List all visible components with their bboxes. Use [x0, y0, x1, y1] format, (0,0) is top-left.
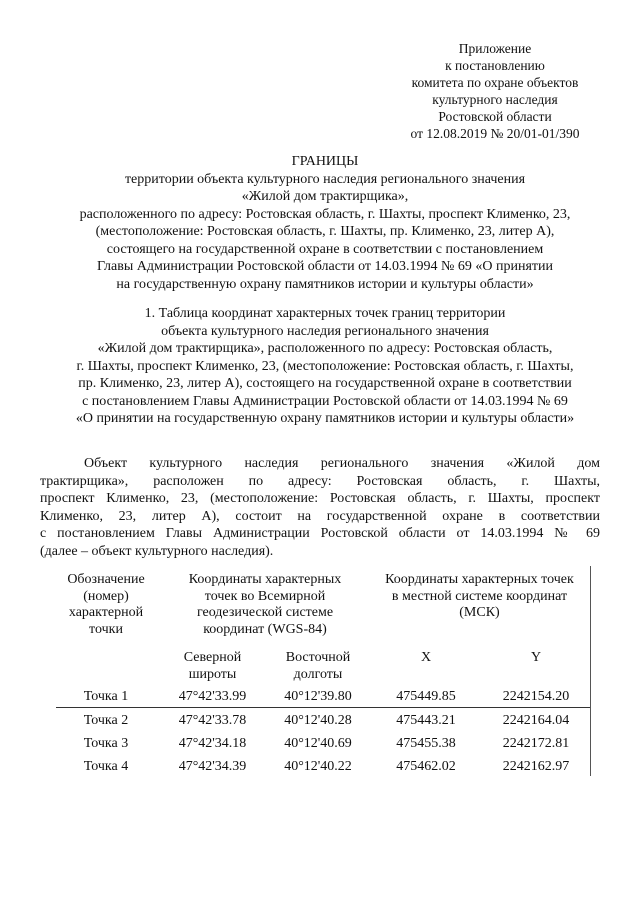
document-title: [40, 153, 610, 293]
title-line: территории объекта культурного наследия регионального значения: [124, 171, 526, 187]
caption-line: 1. Таблица координат характерных точек границ территории: [144, 306, 506, 321]
appendix-line: Ростовской области: [438, 109, 552, 124]
paragraph-line: проспект Клименко, 23, (местоположение: Ростовская область, г. Шахты, проспект: [40, 491, 600, 507]
cell-y: 2242162.97: [502, 759, 570, 774]
paragraph-line: трактирщика», расположен по адресу: Ростовская область, г. Шахты,: [40, 473, 600, 489]
caption-line: «Жилой дом трактирщика», расположенного по адресу: Ростовская область,: [97, 341, 553, 356]
cell-point: Точка 2: [83, 713, 129, 728]
title-line: на государственную охрану памятников истории и культуры области»: [116, 276, 534, 292]
cell-east: 40°12'40.22: [284, 759, 352, 774]
table-header-divider: [56, 707, 590, 708]
header-east-longitude: Восточной долготы: [285, 650, 351, 682]
cell-point: Точка 4: [83, 759, 129, 774]
cell-east: 40°12'40.28: [284, 713, 352, 728]
title-line: состоящего на государственной охране в соответствии с постановлением: [106, 241, 544, 257]
caption-line: объекта культурного наследия регионального значения: [161, 323, 489, 339]
cell-north: 47°42'34.18: [178, 736, 247, 751]
cell-x: 475462.02: [396, 759, 456, 774]
cell-y: 2242154.20: [502, 689, 570, 704]
paragraph-line: (далее – объект культурного наследия).: [40, 543, 274, 559]
paragraph-line: Клименко, 23, литер А), состоит на государственной охране в соответствии: [40, 508, 600, 524]
cell-x: 475443.21: [396, 713, 456, 728]
title-line: (местоположение: Ростовская область, г. Шахты, пр. Клименко, 23, литер А),: [95, 224, 555, 239]
appendix-line: к постановлению: [445, 58, 545, 73]
caption-line: «О принятии на государственную охрану памятников истории и культуры области»: [75, 411, 575, 426]
cell-north: 47°42'33.99: [178, 689, 247, 704]
cell-point: Точка 3: [83, 736, 129, 751]
title-line: расположенного по адресу: Ростовская область, г. Шахты, проспект Клименко, 23,: [79, 206, 571, 222]
caption-line: с постановлением Главы Администрации Ростовской области от 14.03.1994 № 69: [82, 393, 568, 409]
appendix-block: [380, 40, 610, 142]
appendix-line: культурного наследия: [432, 92, 558, 107]
header-y: Y: [530, 650, 542, 665]
header-msk: Координаты характерных точек в местной системе координат (МСК): [385, 572, 574, 620]
title-line: ГРАНИЦЫ: [291, 154, 359, 169]
appendix-line: комитета по охране объектов: [411, 75, 579, 90]
paragraph-line: с постановлением Главы Администрации Ростовской области от 14.03.1994 № 69: [40, 526, 600, 542]
title-line: «Жилой дом трактирщика»,: [241, 189, 409, 204]
header-point-designation: Обозначение (номер) характерной точки: [67, 572, 145, 637]
cell-east: 40°12'40.69: [284, 736, 352, 751]
appendix-line: Приложение: [458, 41, 532, 56]
paragraph-line: Объект культурного наследия регионального значения «Жилой дом: [84, 456, 600, 471]
cell-north: 47°42'34.39: [178, 759, 247, 774]
table-right-border: [590, 566, 591, 776]
header-wgs84: Координаты характерных точек во Всемирной геодезической системе координат (WGS-84): [188, 572, 342, 637]
header-north-latitude: Северной широты: [183, 650, 242, 682]
table-caption: [40, 305, 610, 428]
cell-y: 2242172.81: [502, 736, 570, 751]
cell-x: 475449.85: [396, 689, 456, 704]
header-x: X: [420, 650, 432, 665]
description-paragraph: [40, 455, 600, 561]
cell-north: 47°42'33.78: [178, 713, 247, 728]
cell-point: Точка 1: [83, 689, 129, 704]
title-line: Главы Администрации Ростовской области от 14.03.1994 № 69 «О принятии: [97, 259, 553, 274]
cell-y: 2242164.04: [502, 713, 570, 728]
appendix-line: от 12.08.2019 № 20/01-01/390: [410, 126, 580, 141]
cell-east: 40°12'39.80: [284, 689, 352, 704]
caption-line: пр. Клименко, 23, литер А), состоящего на государственной охране в соответствии: [78, 376, 572, 391]
caption-line: г. Шахты, проспект Клименко, 23, (местоположение: Ростовская область, г. Шахты,: [76, 358, 574, 374]
cell-x: 475455.38: [396, 736, 456, 751]
